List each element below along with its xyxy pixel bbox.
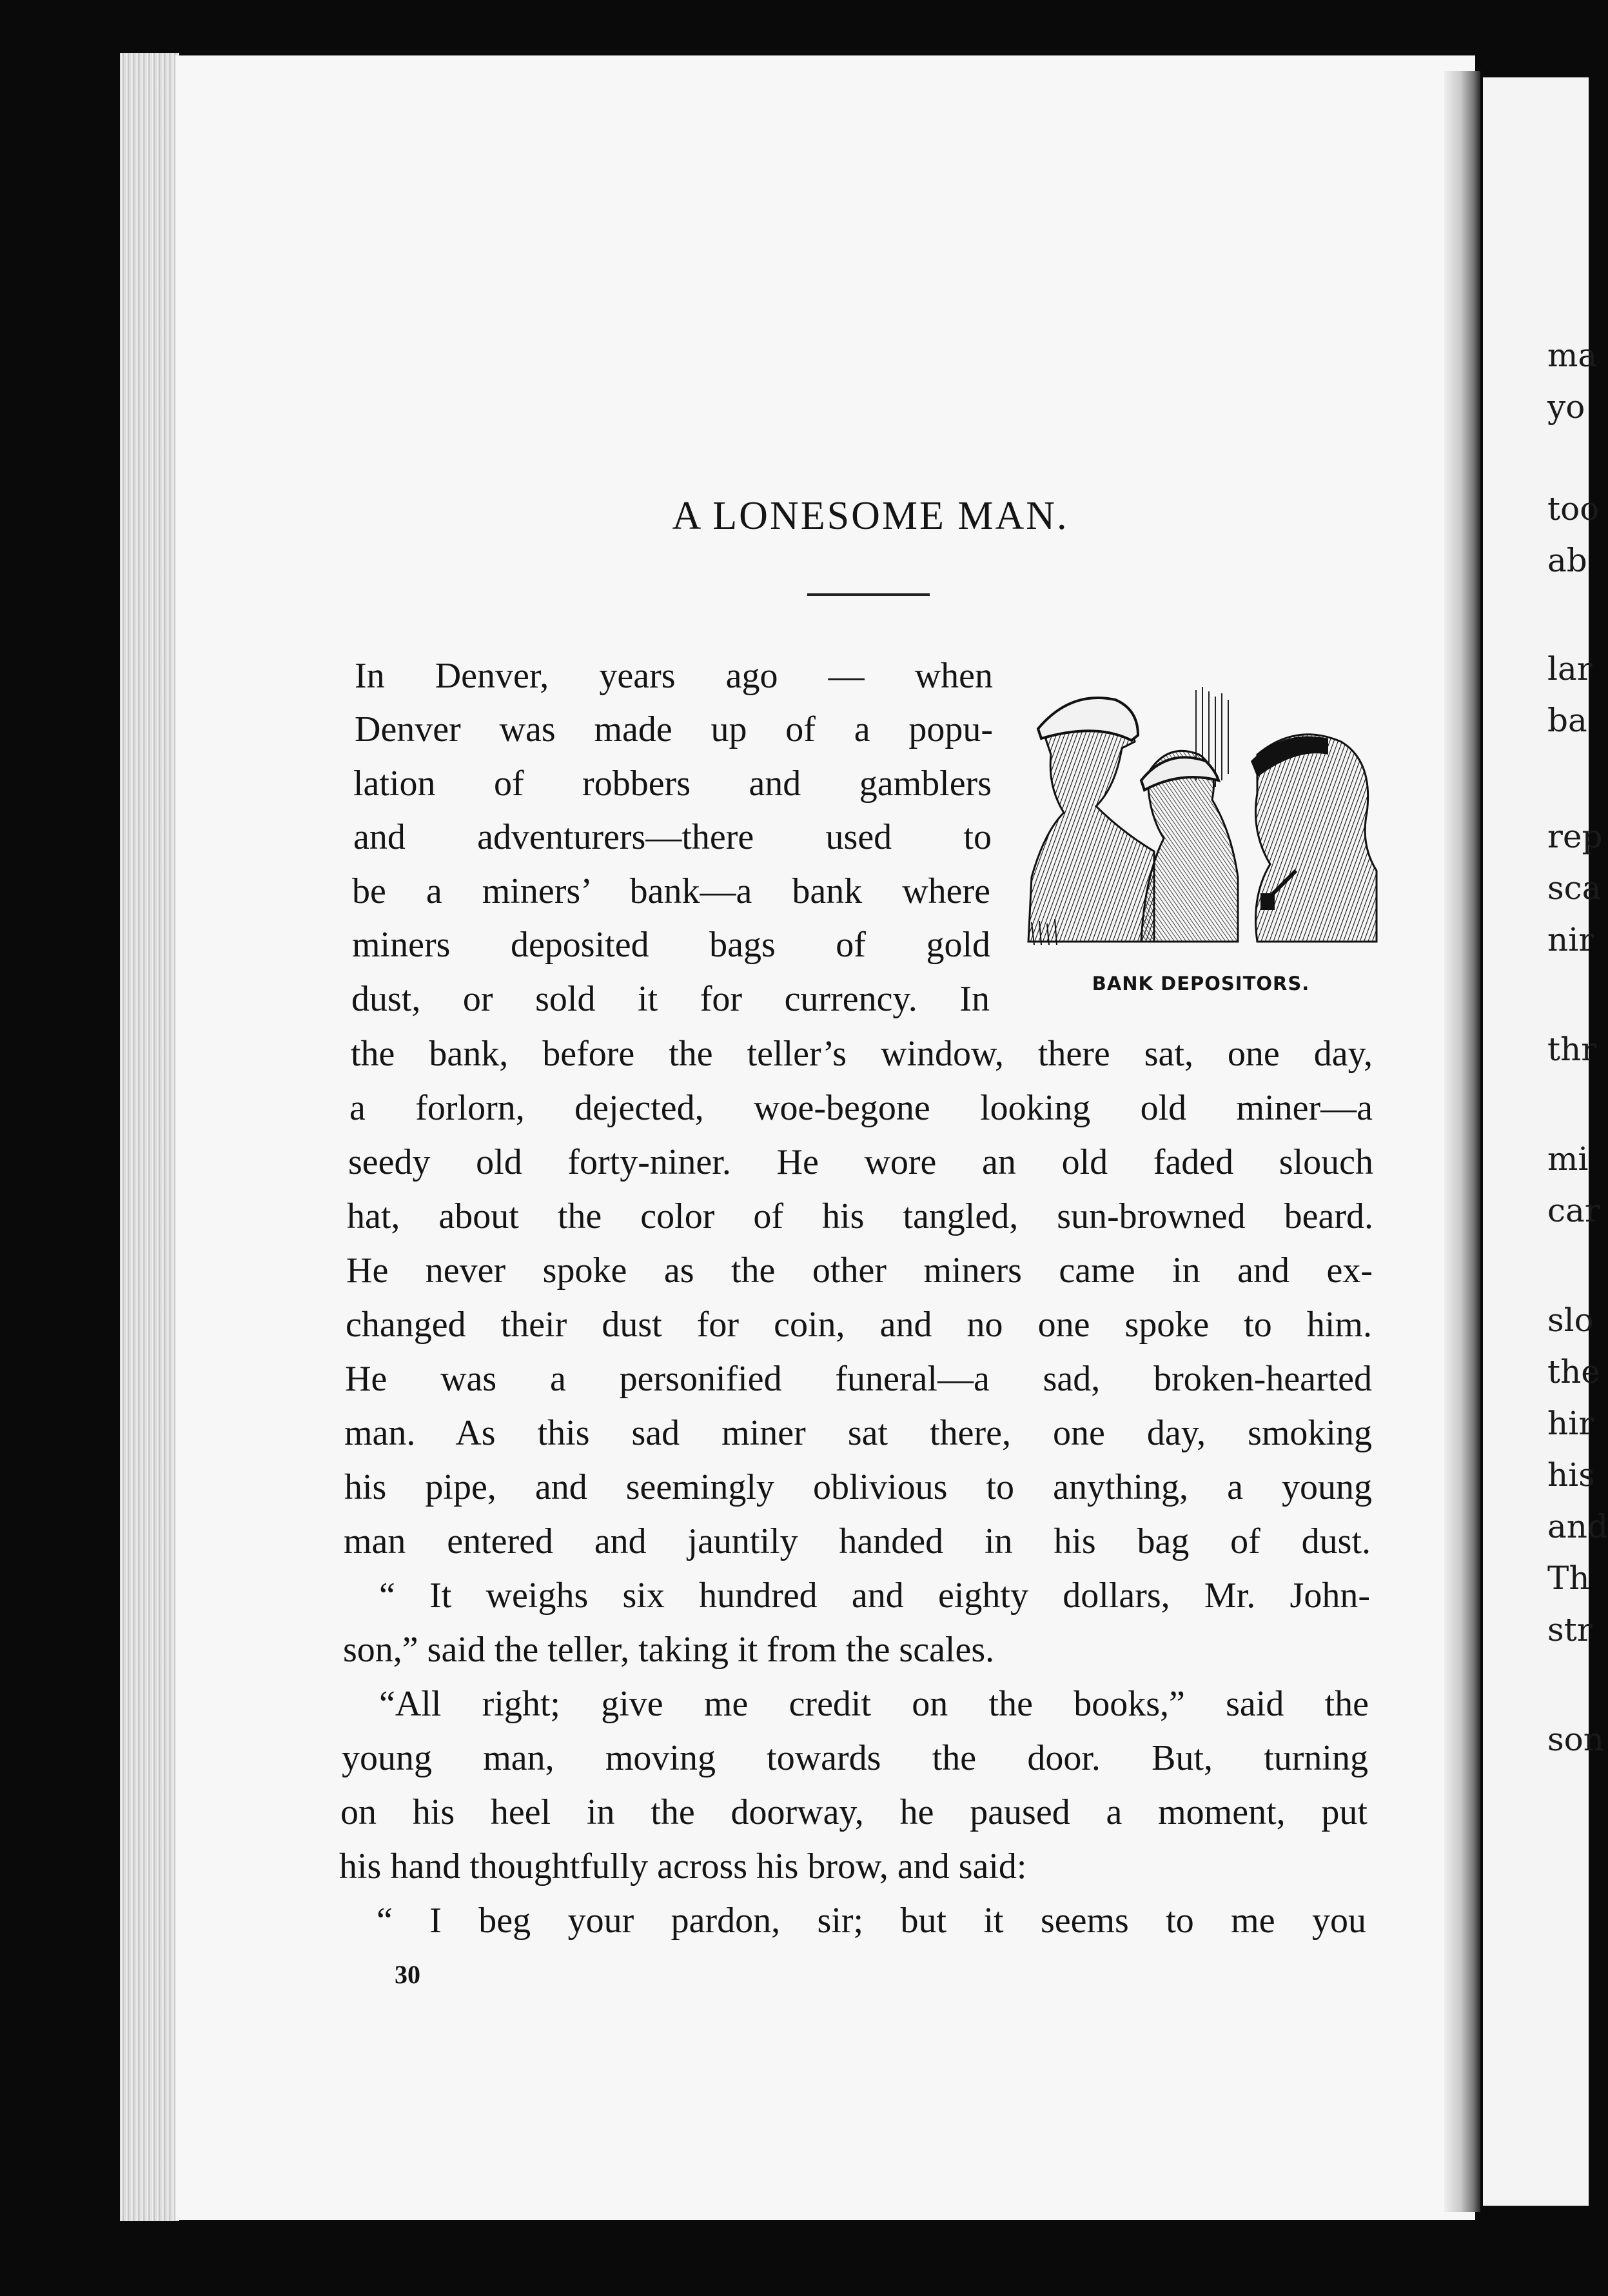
text-line: a forlorn, dejected, woe-begone looking old miner—a bbox=[349, 1088, 1373, 1128]
title-rule bbox=[807, 593, 930, 596]
text-line: the bank, before the teller’s window, there sat, one day, bbox=[351, 1034, 1373, 1074]
facing-fragment: sca bbox=[1547, 869, 1602, 907]
book-page-edge bbox=[120, 53, 179, 2221]
text-line: his pipe, and seemingly oblivious to anything, a young bbox=[344, 1467, 1372, 1507]
text-line: on his heel in the doorway, he paused a moment, put bbox=[340, 1792, 1368, 1832]
text-line: be a miners’ bank—a bank where bbox=[352, 871, 990, 911]
facing-fragment: lar bbox=[1547, 650, 1593, 688]
engraving-icon bbox=[1025, 684, 1377, 951]
text-line: and adventurers—there used to bbox=[353, 817, 992, 857]
text-line: “ I beg your pardon, sir; but it seems to me you bbox=[377, 1901, 1366, 1941]
page-number: 30 bbox=[395, 1960, 420, 1989]
text-line: “All right; give me credit on the books,” said the bbox=[379, 1684, 1369, 1724]
book-page bbox=[175, 55, 1475, 2220]
facing-fragment: son bbox=[1547, 1721, 1604, 1758]
facing-fragment: hir bbox=[1547, 1405, 1594, 1442]
text-line: man. As this sad miner sat there, one day, smoking bbox=[344, 1413, 1372, 1453]
facing-fragment: mi bbox=[1547, 1140, 1589, 1178]
text-line: hat, about the color of his tangled, sun-browned beard. bbox=[347, 1196, 1373, 1236]
facing-fragment: and bbox=[1547, 1508, 1608, 1545]
text-line: his hand thoughtfully across his brow, and said: bbox=[339, 1846, 1027, 1886]
book-gutter bbox=[1444, 71, 1480, 2212]
facing-fragment: his bbox=[1547, 1456, 1595, 1494]
text-line: man entered and jauntily handed in his bag of dust. bbox=[344, 1521, 1371, 1561]
text-line: In Denver, years ago — when bbox=[355, 656, 993, 696]
text-line: He was a personified funeral—a sad, broken-hearted bbox=[345, 1359, 1372, 1399]
facing-fragment: thr bbox=[1547, 1031, 1597, 1068]
facing-fragment: ba bbox=[1547, 702, 1587, 739]
facing-fragment: ma bbox=[1547, 337, 1598, 374]
illustration-caption: BANK DEPOSITORS. bbox=[1092, 973, 1310, 995]
facing-fragment: nir bbox=[1547, 921, 1594, 958]
facing-fragment: rep bbox=[1547, 818, 1603, 855]
facing-fragment: Th bbox=[1547, 1559, 1590, 1597]
facing-fragment: car bbox=[1547, 1192, 1600, 1229]
text-line: dust, or sold it for currency. In bbox=[351, 979, 990, 1019]
facing-fragment: too bbox=[1547, 490, 1600, 528]
facing-fragment: str bbox=[1547, 1611, 1593, 1648]
text-line: son,” said the teller, taking it from the scales. bbox=[343, 1630, 995, 1670]
text-line: seedy old forty-niner. He wore an old faded slouch bbox=[348, 1142, 1373, 1182]
facing-fragment: the bbox=[1547, 1353, 1600, 1390]
text-line: Denver was made up of a popu- bbox=[355, 709, 993, 749]
facing-fragment: ab bbox=[1547, 542, 1587, 579]
chapter-title: A LONESOME MAN. bbox=[672, 494, 1069, 538]
text-line: miners deposited bags of gold bbox=[352, 925, 990, 965]
text-line: “ It weighs six hundred and eighty dollars, Mr. John- bbox=[379, 1576, 1370, 1616]
text-line: young man, moving towards the door. But, turning bbox=[342, 1738, 1368, 1778]
text-line: changed their dust for coin, and no one spoke to him. bbox=[346, 1305, 1372, 1345]
facing-page bbox=[1483, 77, 1608, 2206]
text-line: He never spoke as the other miners came in and ex- bbox=[346, 1251, 1373, 1291]
text-line: lation of robbers and gamblers bbox=[353, 764, 992, 804]
facing-fragment: slo bbox=[1547, 1301, 1594, 1339]
facing-fragment: yo bbox=[1547, 388, 1585, 426]
